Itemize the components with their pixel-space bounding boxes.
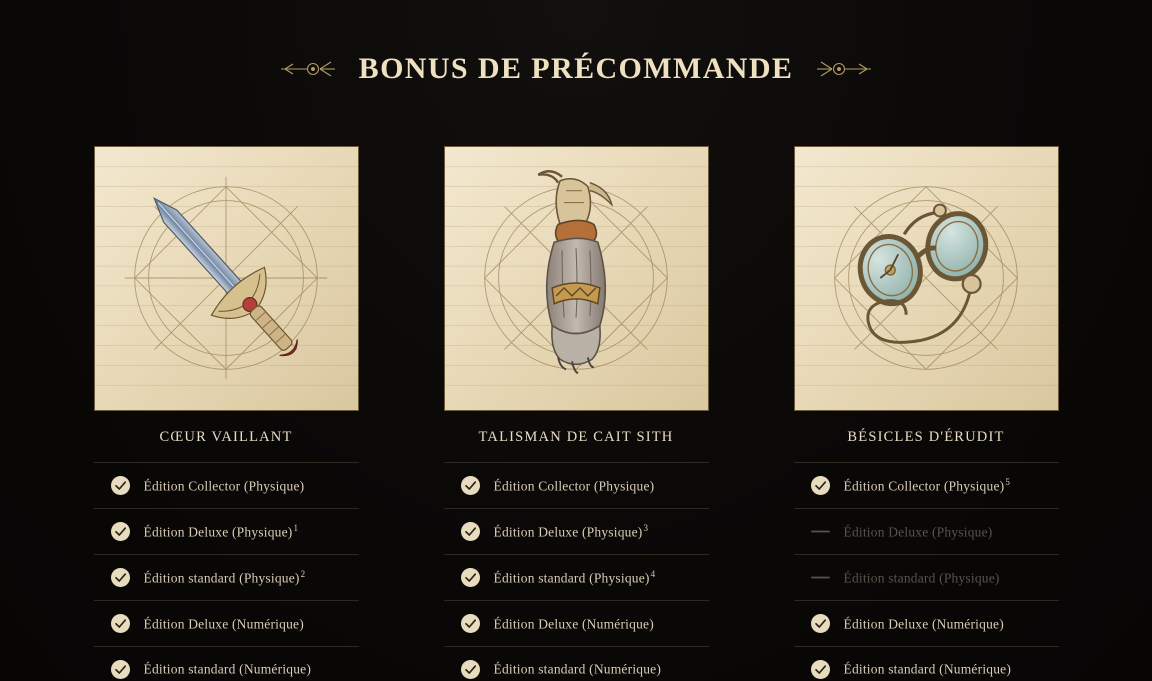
edition-label: Édition standard (Numérique) xyxy=(843,661,1012,677)
edition-row xyxy=(794,554,1059,600)
edition-row xyxy=(794,646,1059,681)
dash-icon xyxy=(810,521,831,542)
bonus-card xyxy=(794,146,1059,681)
edition-row xyxy=(94,600,359,646)
edition-label: Édition standard (Physique) xyxy=(843,570,1000,586)
edition-label: Édition standard (Physique)$^4$ xyxy=(493,568,656,586)
edition-label: Édition Deluxe (Physique) xyxy=(843,524,993,540)
edition-label: Édition Collector (Physique)$^5$ xyxy=(843,476,1011,494)
edition-label: Édition standard (Numérique) xyxy=(493,661,662,677)
edition-row xyxy=(444,462,709,508)
edition-list xyxy=(444,462,709,681)
check-circle-icon xyxy=(110,475,131,496)
check-circle-icon xyxy=(110,659,131,680)
edition-list xyxy=(94,462,359,681)
edition-row xyxy=(94,508,359,554)
edition-row xyxy=(444,646,709,681)
edition-label: Édition Deluxe (Physique)$^3$ xyxy=(493,522,649,540)
edition-row xyxy=(94,646,359,681)
item-name: BÉSICLES D'ÉRUDIT xyxy=(847,429,1005,446)
edition-row xyxy=(94,462,359,508)
ornament-icon-right xyxy=(815,56,873,82)
check-circle-icon xyxy=(110,567,131,588)
check-circle-icon xyxy=(110,521,131,542)
page-title: BONUS DE PRÉCOMMANDE xyxy=(358,52,794,86)
edition-row xyxy=(444,600,709,646)
page-header xyxy=(0,0,1152,106)
edition-label: Édition Deluxe (Numérique) xyxy=(843,616,1004,632)
edition-label: Édition standard (Numérique) xyxy=(143,661,312,677)
edition-label: Édition Deluxe (Physique)$^1$ xyxy=(143,522,299,540)
edition-row xyxy=(794,600,1059,646)
check-circle-icon xyxy=(460,613,481,634)
edition-row xyxy=(444,554,709,600)
edition-row xyxy=(94,554,359,600)
edition-row xyxy=(444,508,709,554)
check-circle-icon xyxy=(460,475,481,496)
dash-icon xyxy=(810,567,831,588)
edition-label: Édition Collector (Physique) xyxy=(493,478,655,494)
edition-row xyxy=(794,462,1059,508)
ornament-icon-left xyxy=(279,56,337,82)
sword-illustration xyxy=(94,146,359,411)
bonus-card xyxy=(94,146,359,681)
check-circle-icon xyxy=(460,521,481,542)
item-name: CŒUR VAILLANT xyxy=(159,429,293,446)
check-circle-icon xyxy=(810,659,831,680)
edition-label: Édition Collector (Physique) xyxy=(143,478,305,494)
edition-list xyxy=(794,462,1059,681)
bonus-card-grid xyxy=(0,146,1152,681)
spectacles-illustration xyxy=(794,146,1059,411)
check-circle-icon xyxy=(810,613,831,634)
edition-row xyxy=(794,508,1059,554)
edition-label: Édition Deluxe (Numérique) xyxy=(143,616,304,632)
talisman-illustration xyxy=(444,146,709,411)
check-circle-icon xyxy=(110,613,131,634)
edition-label: Édition standard (Physique)$^2$ xyxy=(143,568,306,586)
item-name: TALISMAN DE CAIT SITH xyxy=(478,429,674,446)
edition-label: Édition Deluxe (Numérique) xyxy=(493,616,654,632)
check-circle-icon xyxy=(810,475,831,496)
check-circle-icon xyxy=(460,659,481,680)
bonus-card xyxy=(444,146,709,681)
check-circle-icon xyxy=(460,567,481,588)
